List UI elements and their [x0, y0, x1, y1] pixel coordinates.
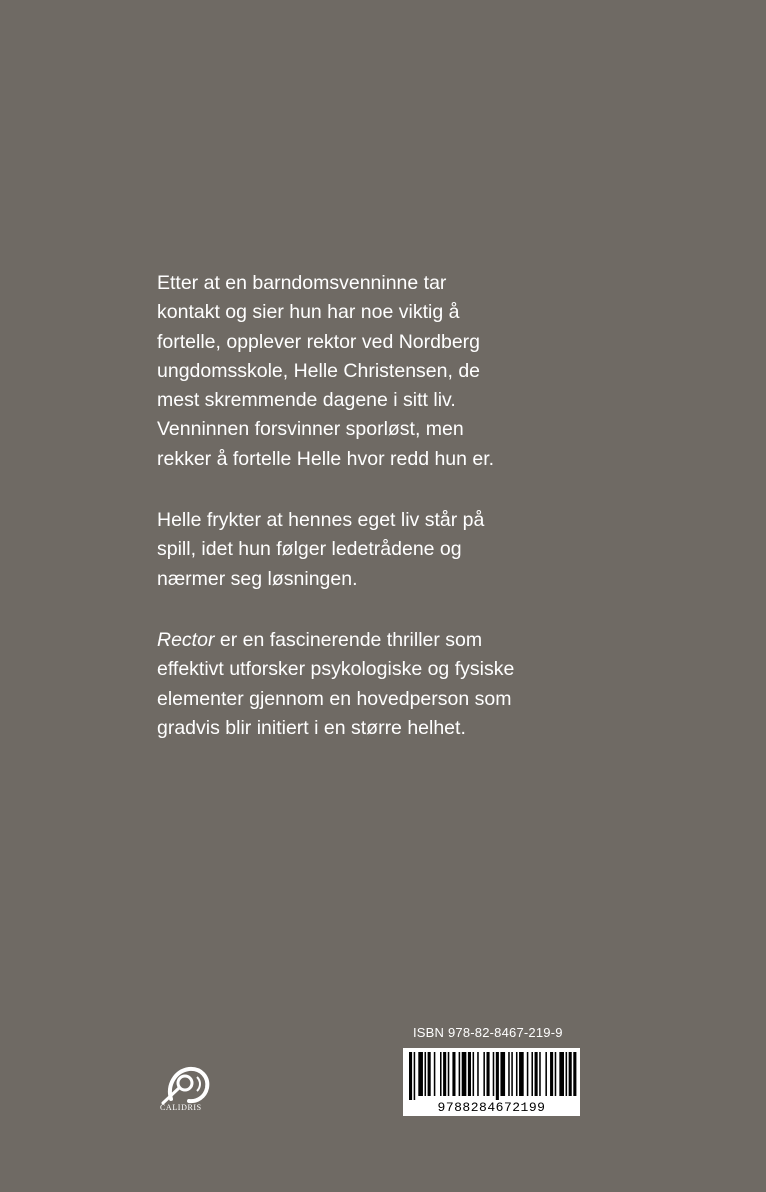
- barcode-bar: [559, 1052, 564, 1096]
- isbn-label: ISBN 978-82-8467-219-9: [413, 1025, 563, 1040]
- barcode-digits: 9788284672199: [437, 1100, 546, 1115]
- barcode-bar: [443, 1052, 446, 1096]
- barcode-bar: [483, 1052, 485, 1096]
- blurb-paragraph-3: [157, 626, 637, 743]
- barcode-bar: [468, 1052, 471, 1096]
- barcode-bar: [519, 1052, 524, 1096]
- barcode-bar: [527, 1052, 529, 1096]
- barcode-bar: [409, 1052, 412, 1100]
- back-cover-blurb: [157, 269, 637, 775]
- barcode-bar: [539, 1052, 541, 1096]
- barcode-bar: [459, 1052, 461, 1096]
- barcode-bar: [573, 1052, 576, 1096]
- blurb-paragraph-2: Helle frykter at hennes eget liv står på spill, idet hun følger ledetrådene og nærmer seg løsningen.: [157, 509, 485, 590]
- isbn-barcode: [403, 1048, 580, 1116]
- barcode-bar: [531, 1052, 533, 1096]
- barcode-bar: [550, 1052, 553, 1096]
- barcode-bar: [473, 1052, 475, 1096]
- barcode-bar: [535, 1052, 538, 1096]
- barcode-bar: [511, 1052, 513, 1096]
- barcode-bar: [477, 1052, 479, 1096]
- barcode-bar: [452, 1052, 455, 1096]
- barcode-bar: [555, 1052, 557, 1096]
- barcode-bar: [493, 1052, 495, 1096]
- barcode-bar: [516, 1052, 518, 1096]
- barcode-bar: [428, 1052, 431, 1096]
- publisher-name: CALIDRIS: [160, 1103, 202, 1112]
- barcode-bar: [496, 1052, 499, 1100]
- barcode-bar: [414, 1052, 416, 1100]
- barcode-bar: [462, 1052, 467, 1096]
- barcode-bar: [448, 1052, 450, 1096]
- barcode-bar: [508, 1052, 510, 1096]
- barcode-bar: [566, 1052, 568, 1096]
- blurb-paragraph-3-text: er en fascinerende thriller som effektivt utforsker psykologiske og fysiske elementer gjennom en hovedperson som gradvis blir initiert i en større helhet.: [157, 628, 515, 739]
- barcode-bar: [418, 1052, 423, 1096]
- book-title: Rector: [157, 628, 215, 651]
- barcode-bar: [440, 1052, 442, 1096]
- barcode-bar: [487, 1052, 490, 1096]
- barcode-bar: [569, 1052, 572, 1096]
- blurb-paragraph-1: Etter at en barndomsvenninne tar kontakt og sier hun har noe viktig å fortelle, opplever rektor ved Nordberg ungdomsskole, Helle Christensen, de mest skremmende dagene i sitt liv. Venninnen forsvinner sporløst, men rekker å fortelle Helle hvor redd hun er.: [157, 272, 495, 470]
- barcode-bar: [434, 1052, 436, 1096]
- barcode-bar: [500, 1052, 505, 1096]
- barcode-bar: [425, 1052, 427, 1096]
- barcode-bar: [545, 1052, 547, 1096]
- barcode-bars: [403, 1048, 580, 1100]
